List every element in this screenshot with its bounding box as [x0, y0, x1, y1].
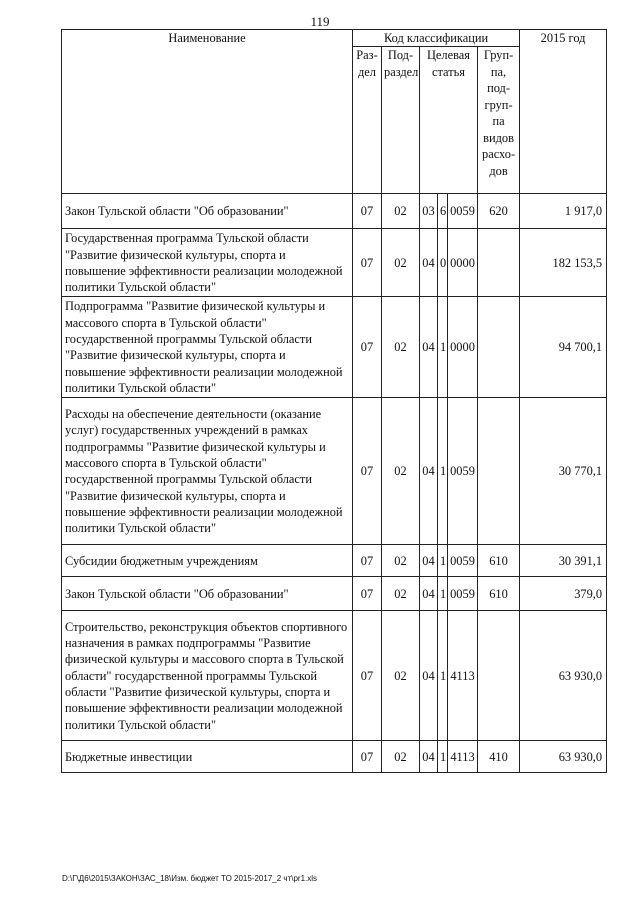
row-target-program: 03 — [420, 194, 438, 229]
budget-table — [61, 29, 607, 773]
table-row — [62, 297, 607, 398]
row-group — [478, 398, 520, 545]
row-target-subprogram: 1 — [438, 577, 448, 611]
table-row — [62, 741, 607, 773]
header-target: Целевая статья — [420, 47, 478, 194]
table-row — [62, 577, 607, 611]
row-razdel: 07 — [353, 577, 382, 611]
row-razdel: 07 — [353, 229, 382, 297]
header-razdel: Раз- дел — [353, 47, 382, 194]
header-podrazdel: Под- раздел — [382, 47, 420, 194]
row-razdel: 07 — [353, 611, 382, 741]
row-target-program: 04 — [420, 611, 438, 741]
row-name: Бюджетные инвестиции — [62, 741, 353, 773]
row-target-program: 04 — [420, 577, 438, 611]
header-year: 2015 год — [520, 30, 607, 194]
row-group: 620 — [478, 194, 520, 229]
row-name: Закон Тульской области "Об образовании" — [62, 577, 353, 611]
table-row — [62, 229, 607, 297]
row-group — [478, 297, 520, 398]
row-podrazdel: 02 — [382, 229, 420, 297]
row-name: Расходы на обеспечение деятельности (оказание услуг) государственных учреждений в рамках подпрограммы "Развитие физической культуры и массового спорта в Тульской области" государственной программы Тульской области "Развитие физической культуры, спорта и повышение эффективности реализации молодежной политики Тульской области" — [62, 398, 353, 545]
row-target-program: 04 — [420, 741, 438, 773]
row-target-subprogram: 1 — [438, 545, 448, 577]
row-podrazdel: 02 — [382, 194, 420, 229]
row-amount: 63 930,0 — [520, 741, 607, 773]
header-group: Груп- па, под- груп- па видов расхо- дов — [478, 47, 520, 194]
row-amount: 63 930,0 — [520, 611, 607, 741]
row-target-subprogram: 1 — [438, 741, 448, 773]
row-podrazdel: 02 — [382, 611, 420, 741]
row-podrazdel: 02 — [382, 741, 420, 773]
row-amount: 94 700,1 — [520, 297, 607, 398]
row-amount: 182 153,5 — [520, 229, 607, 297]
table-row — [62, 194, 607, 229]
table-row — [62, 398, 607, 545]
table-row — [62, 611, 607, 741]
row-target-program: 04 — [420, 545, 438, 577]
row-target-subprogram: 1 — [438, 297, 448, 398]
row-target-subprogram: 1 — [438, 398, 448, 545]
row-target-program: 04 — [420, 297, 438, 398]
row-razdel: 07 — [353, 398, 382, 545]
row-group: 410 — [478, 741, 520, 773]
row-target-subprogram: 0 — [438, 229, 448, 297]
row-podrazdel: 02 — [382, 398, 420, 545]
row-name: Закон Тульской области "Об образовании" — [62, 194, 353, 229]
row-name: Субсидии бюджетным учреждениям — [62, 545, 353, 577]
row-target-subprogram: 1 — [438, 611, 448, 741]
row-podrazdel: 02 — [382, 545, 420, 577]
header-name: Наименование — [62, 30, 353, 194]
row-podrazdel: 02 — [382, 577, 420, 611]
row-target-direction: 0059 — [448, 194, 478, 229]
row-target-direction: 0000 — [448, 297, 478, 398]
row-razdel: 07 — [353, 741, 382, 773]
row-name: Государственная программа Тульской области "Развитие физической культуры, спорта и повышение эффективности реализации молодежной политики Тульской области" — [62, 229, 353, 297]
row-target-direction: 4113 — [448, 611, 478, 741]
row-podrazdel: 02 — [382, 297, 420, 398]
row-amount: 30 770,1 — [520, 398, 607, 545]
row-target-program: 04 — [420, 398, 438, 545]
row-razdel: 07 — [353, 194, 382, 229]
row-target-subprogram: 6 — [438, 194, 448, 229]
row-target-program: 04 — [420, 229, 438, 297]
row-target-direction: 4113 — [448, 741, 478, 773]
row-group: 610 — [478, 577, 520, 611]
row-razdel: 07 — [353, 545, 382, 577]
row-target-direction: 0000 — [448, 229, 478, 297]
row-name: Строительство, реконструкция объектов спортивного назначения в рамках подпрограммы "Развитие физической культуры и массового спорта в Тульской области" государственной программы Тульской области "Развитие физической культуры, спорта и повышение эффективности реализации молодежной политики Тульской области" — [62, 611, 353, 741]
row-amount: 1 917,0 — [520, 194, 607, 229]
row-group — [478, 611, 520, 741]
footer-file-path: D:\Г\Д6\2015\ЗАКОН\ЗАС_18\Изм. бюджет ТО 2015-2017_2 чт\pr1.xls — [62, 874, 318, 883]
row-name: Подпрограмма "Развитие физической культуры и массового спорта в Тульской области" государственной программы Тульской области "Развитие физической культуры, спорта и повышение эффективности реализации молодежной политики Тульской области" — [62, 297, 353, 398]
row-group: 610 — [478, 545, 520, 577]
header-classification: Код классификации — [353, 30, 520, 47]
row-group — [478, 229, 520, 297]
page-number: 119 — [310, 14, 330, 29]
row-razdel: 07 — [353, 297, 382, 398]
row-target-direction: 0059 — [448, 545, 478, 577]
row-target-direction: 0059 — [448, 577, 478, 611]
table-row — [62, 545, 607, 577]
row-target-direction: 0059 — [448, 398, 478, 545]
row-amount: 30 391,1 — [520, 545, 607, 577]
row-amount: 379,0 — [520, 577, 607, 611]
